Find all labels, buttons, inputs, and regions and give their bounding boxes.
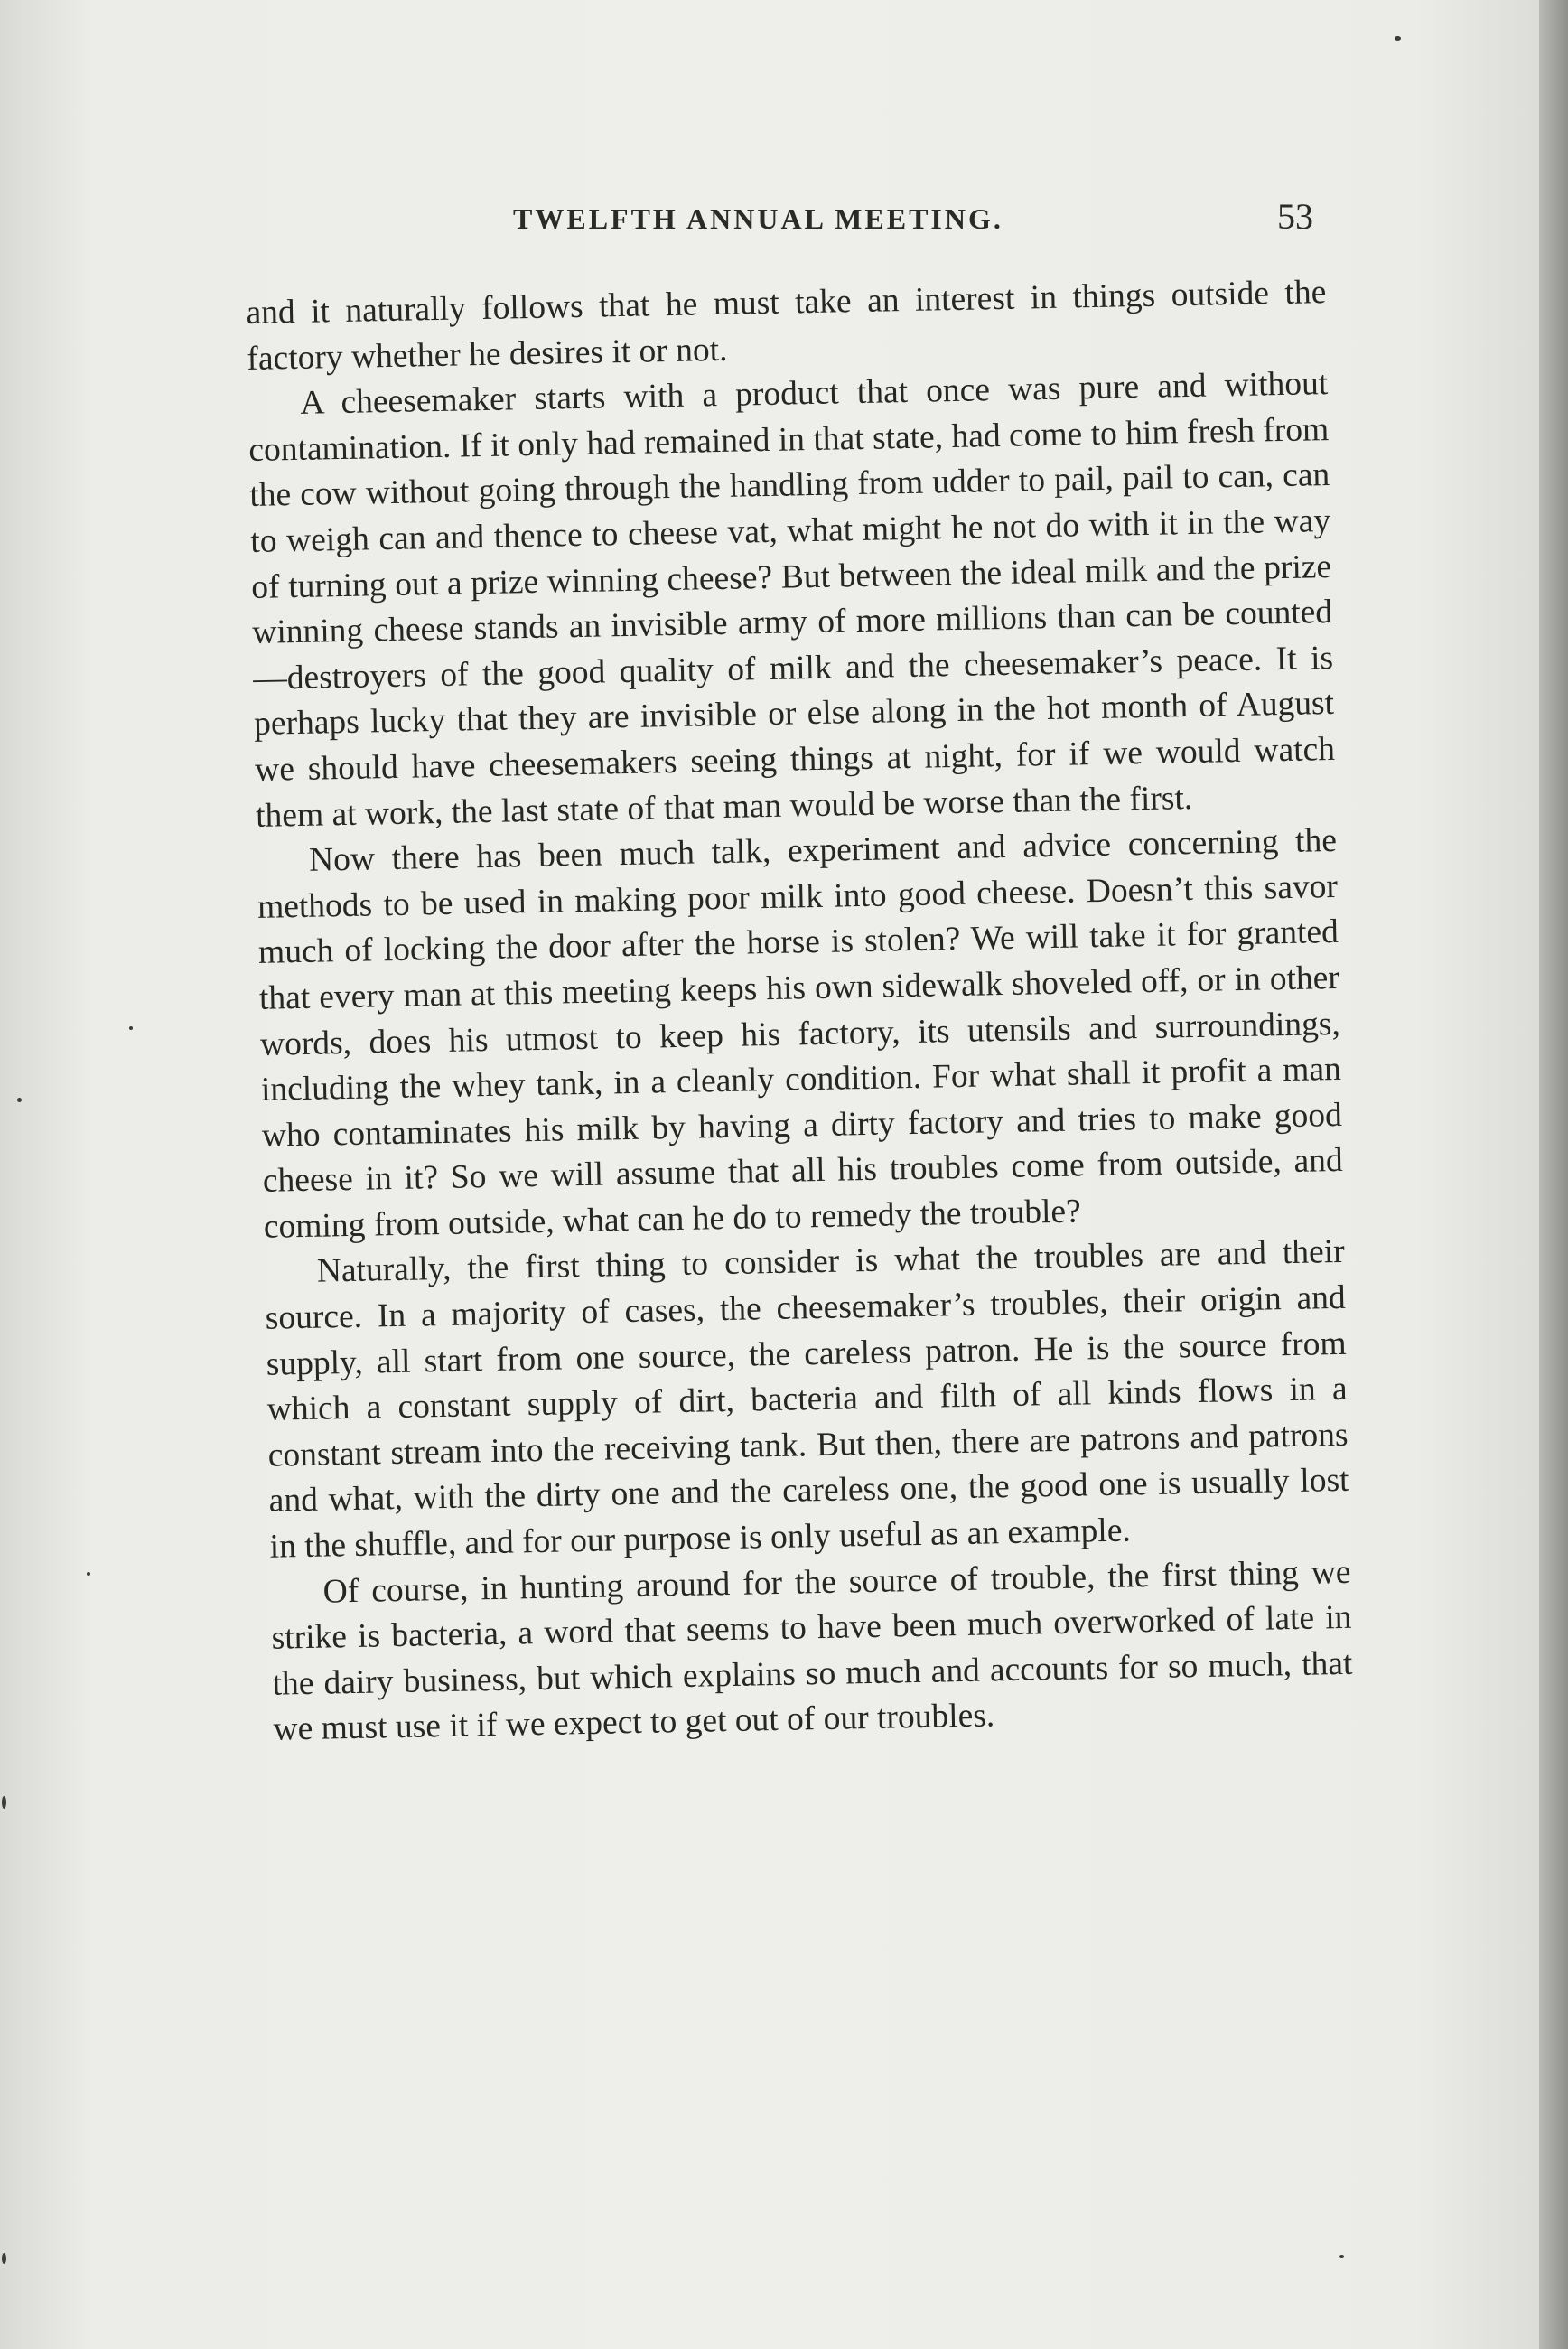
running-head: TWELFTH ANNUAL MEETING.	[513, 202, 1003, 235]
print-speck	[1395, 36, 1401, 41]
paragraph-3: Now there has been much talk, experiment and advice concerning the methods to be used in making poor milk into good cheese. Doesn’t this savor much of locking the door after the horse is stolen? We will take it for granted that every man at this meeting keeps his own sidewalk shoveled off, or in other words, does his utmost to keep his factory, its utensils and surroundings, including the whey tank, in a cleanly condition. For what shall it profit a man who contaminates his milk by having a dirty factory and tries to make good cheese in it? So we will assume that all his troubles come from outside, and coming from outside, what can he do to remedy the trouble?	[257, 822, 1344, 1246]
print-speck	[129, 1026, 133, 1030]
print-speck	[2, 2253, 6, 2264]
print-speck	[17, 1098, 22, 1102]
paragraph-5: Of course, in hunting around for the source of trouble, the first thing we strike is bacteria, a word that seems to have been much overworked of late in the dairy business, but which explains so much and accounts for so much, that we must use it if we expect to get out of our troubles.	[271, 1553, 1353, 1749]
paragraph-1: and it naturally follows that he must take an interest in things outside the factory whether he desires it or not.	[246, 274, 1327, 378]
body-text	[246, 270, 1354, 1754]
print-speck	[2, 1796, 6, 1809]
paragraph-4: Naturally, the first thing to consider is what the troubles are and their source. In a majority of cases, the cheesemaker’s troubles, their origin and supply, all start from one source, the careless patron. He is the source from which a constant supply of dirt, bacteria and filth of all kinds flows in a constant stream into the receiving tank. But then, there are patrons and patrons and what, with the dirty one and the careless one, the good one is usually lost in the shuffle, and for our purpose is only useful as an example.	[265, 1233, 1349, 1566]
page-edge	[1539, 0, 1568, 2349]
print-speck	[1339, 2255, 1344, 2258]
page-header	[0, 195, 1539, 249]
paragraph-2: A cheesemaker starts with a product that once was pure and without contamination. If it only had remained in that state, had come to him fresh from the cow without going through the handling from udder to pail, pail to can, can to weigh can and thence to cheese vat, what might he not do with it in the way of turning out a prize winning cheese? But between the ideal milk and the prize winning cheese stands an invisible army of more millions than can be counted—destroyers of the good quality of milk and the cheesemaker’s peace. It is perhaps lucky that they are invisible or else along in the hot month of August we should have cheesemakers seeing things at night, for if we would watch them at work, the last state of that man would be worse than the first.	[247, 365, 1336, 835]
page-number: 53	[1277, 196, 1313, 237]
print-speck	[87, 1572, 90, 1576]
